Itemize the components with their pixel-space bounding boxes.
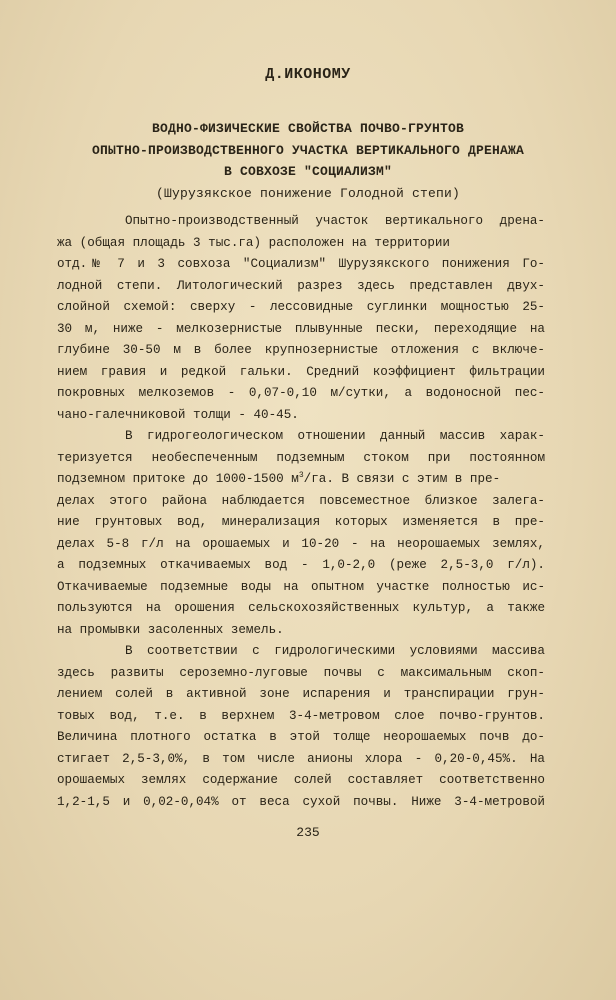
title-subtitle: (Шурузякское понижение Голодной степи) <box>155 185 461 201</box>
body-text <box>57 211 545 813</box>
text-line: лодной степи. Литологический разрез здесь представлен двух- <box>57 278 545 293</box>
text-line: покровных мелкоземов - 0,07-0,10 м/сутки, а водоносной пес- <box>57 386 545 400</box>
title-line-1: ВОДНО-ФИЗИЧЕСКИЕ СВОЙСТВА ПОЧВО-ГРУНТОВ <box>151 121 465 136</box>
article-title <box>40 118 576 204</box>
text-line: а подземных откачиваемых вод - 1,0-2,0 (реже 2,5-3,0 г/л). <box>57 558 545 572</box>
text-line: ние грунтовых вод, минерализация которых изменяется в пре- <box>57 515 545 529</box>
title-line-2: ОПЫТНО-ПРОИЗВОДСТВЕННОГО УЧАСТКА ВЕРТИКАЛЬНОГО ДРЕНАЖА <box>91 142 525 158</box>
text-line: чано-галечниковой толщи - 40-45. <box>57 407 299 422</box>
superscript: 3 <box>298 470 304 480</box>
text-line: лением солей в активной зоне испарения и транспирации грун- <box>57 687 545 701</box>
text-line: на промывки засоленных земель. <box>57 622 284 637</box>
text-line: пользуются на орошения сельскохозяйственных культур, а также <box>57 601 545 615</box>
text-line: слойной схемой: сверху - лессовидные суглинки мощностью 25- <box>57 300 545 314</box>
text-line <box>57 469 545 491</box>
text-line: делах 5-8 г/л на орошаемых и 10-20 - на неорошаемых землях, <box>57 536 545 551</box>
text-line: 30 м, ниже - мелкозернистые плывунные пески, переходящие на <box>57 321 545 336</box>
text-line: теризуется необеспеченным подземным стоком при постоянном <box>57 450 545 465</box>
text-line: В гидрогеологическом отношении данный массив харак- <box>125 429 545 443</box>
text-line: В соответствии с гидрологическими условиями массива <box>125 644 545 658</box>
text-fragment: подземном притоке до 1000-1500 м <box>57 472 299 486</box>
text-line: делах этого района наблюдается повсеместное близкое залега- <box>57 493 545 508</box>
text-line: товых вод, т.е. в верхнем 3-4-метровом слое почво-грунтов. <box>57 708 545 723</box>
text-line: глубине 30-50 м в более крупнозернистые отложения с включе- <box>57 343 545 357</box>
page-number: 235 <box>296 825 320 840</box>
text-line: нием гравия и редкой гальки. Средний коэффициент фильтрации <box>57 364 545 379</box>
text-line: Величина плотного остатка в этой толще неорошаемых почв до- <box>57 730 545 744</box>
text-line: отд.№ 7 и 3 совхоза "Социализм" Шурузякского понижения Го- <box>57 257 545 271</box>
text-line: Откачиваемые подземные воды на опытном участке полностью ис- <box>57 579 545 594</box>
title-line-3: В СОВХОЗЕ "СОЦИАЛИЗМ" <box>223 164 393 179</box>
paragraph-2 <box>57 426 545 641</box>
text-line: здесь развиты сероземно-луговые почвы с максимальным скоп- <box>57 665 545 680</box>
author-name: Д.ИКОНОМУ <box>265 66 351 83</box>
text-fragment: /га. В связи с этим в пре- <box>303 472 501 486</box>
text-line: жа (общая площадь 3 тыс.га) расположен на территории <box>57 235 450 250</box>
text-line: стигает 2,5-3,0%, в том числе анионы хлора - 0,20-0,45%. На <box>57 751 545 766</box>
paragraph-1 <box>57 211 545 426</box>
paragraph-3 <box>57 641 545 813</box>
text-line: Опытно-производственный участок вертикального дрена- <box>125 214 545 228</box>
text-line: 1,2-1,5 и 0,02-0,04% от веса сухой почвы. Ниже 3-4-метровой <box>57 794 545 809</box>
text-line: орошаемых землях содержание солей составляет соответственно <box>57 773 545 787</box>
